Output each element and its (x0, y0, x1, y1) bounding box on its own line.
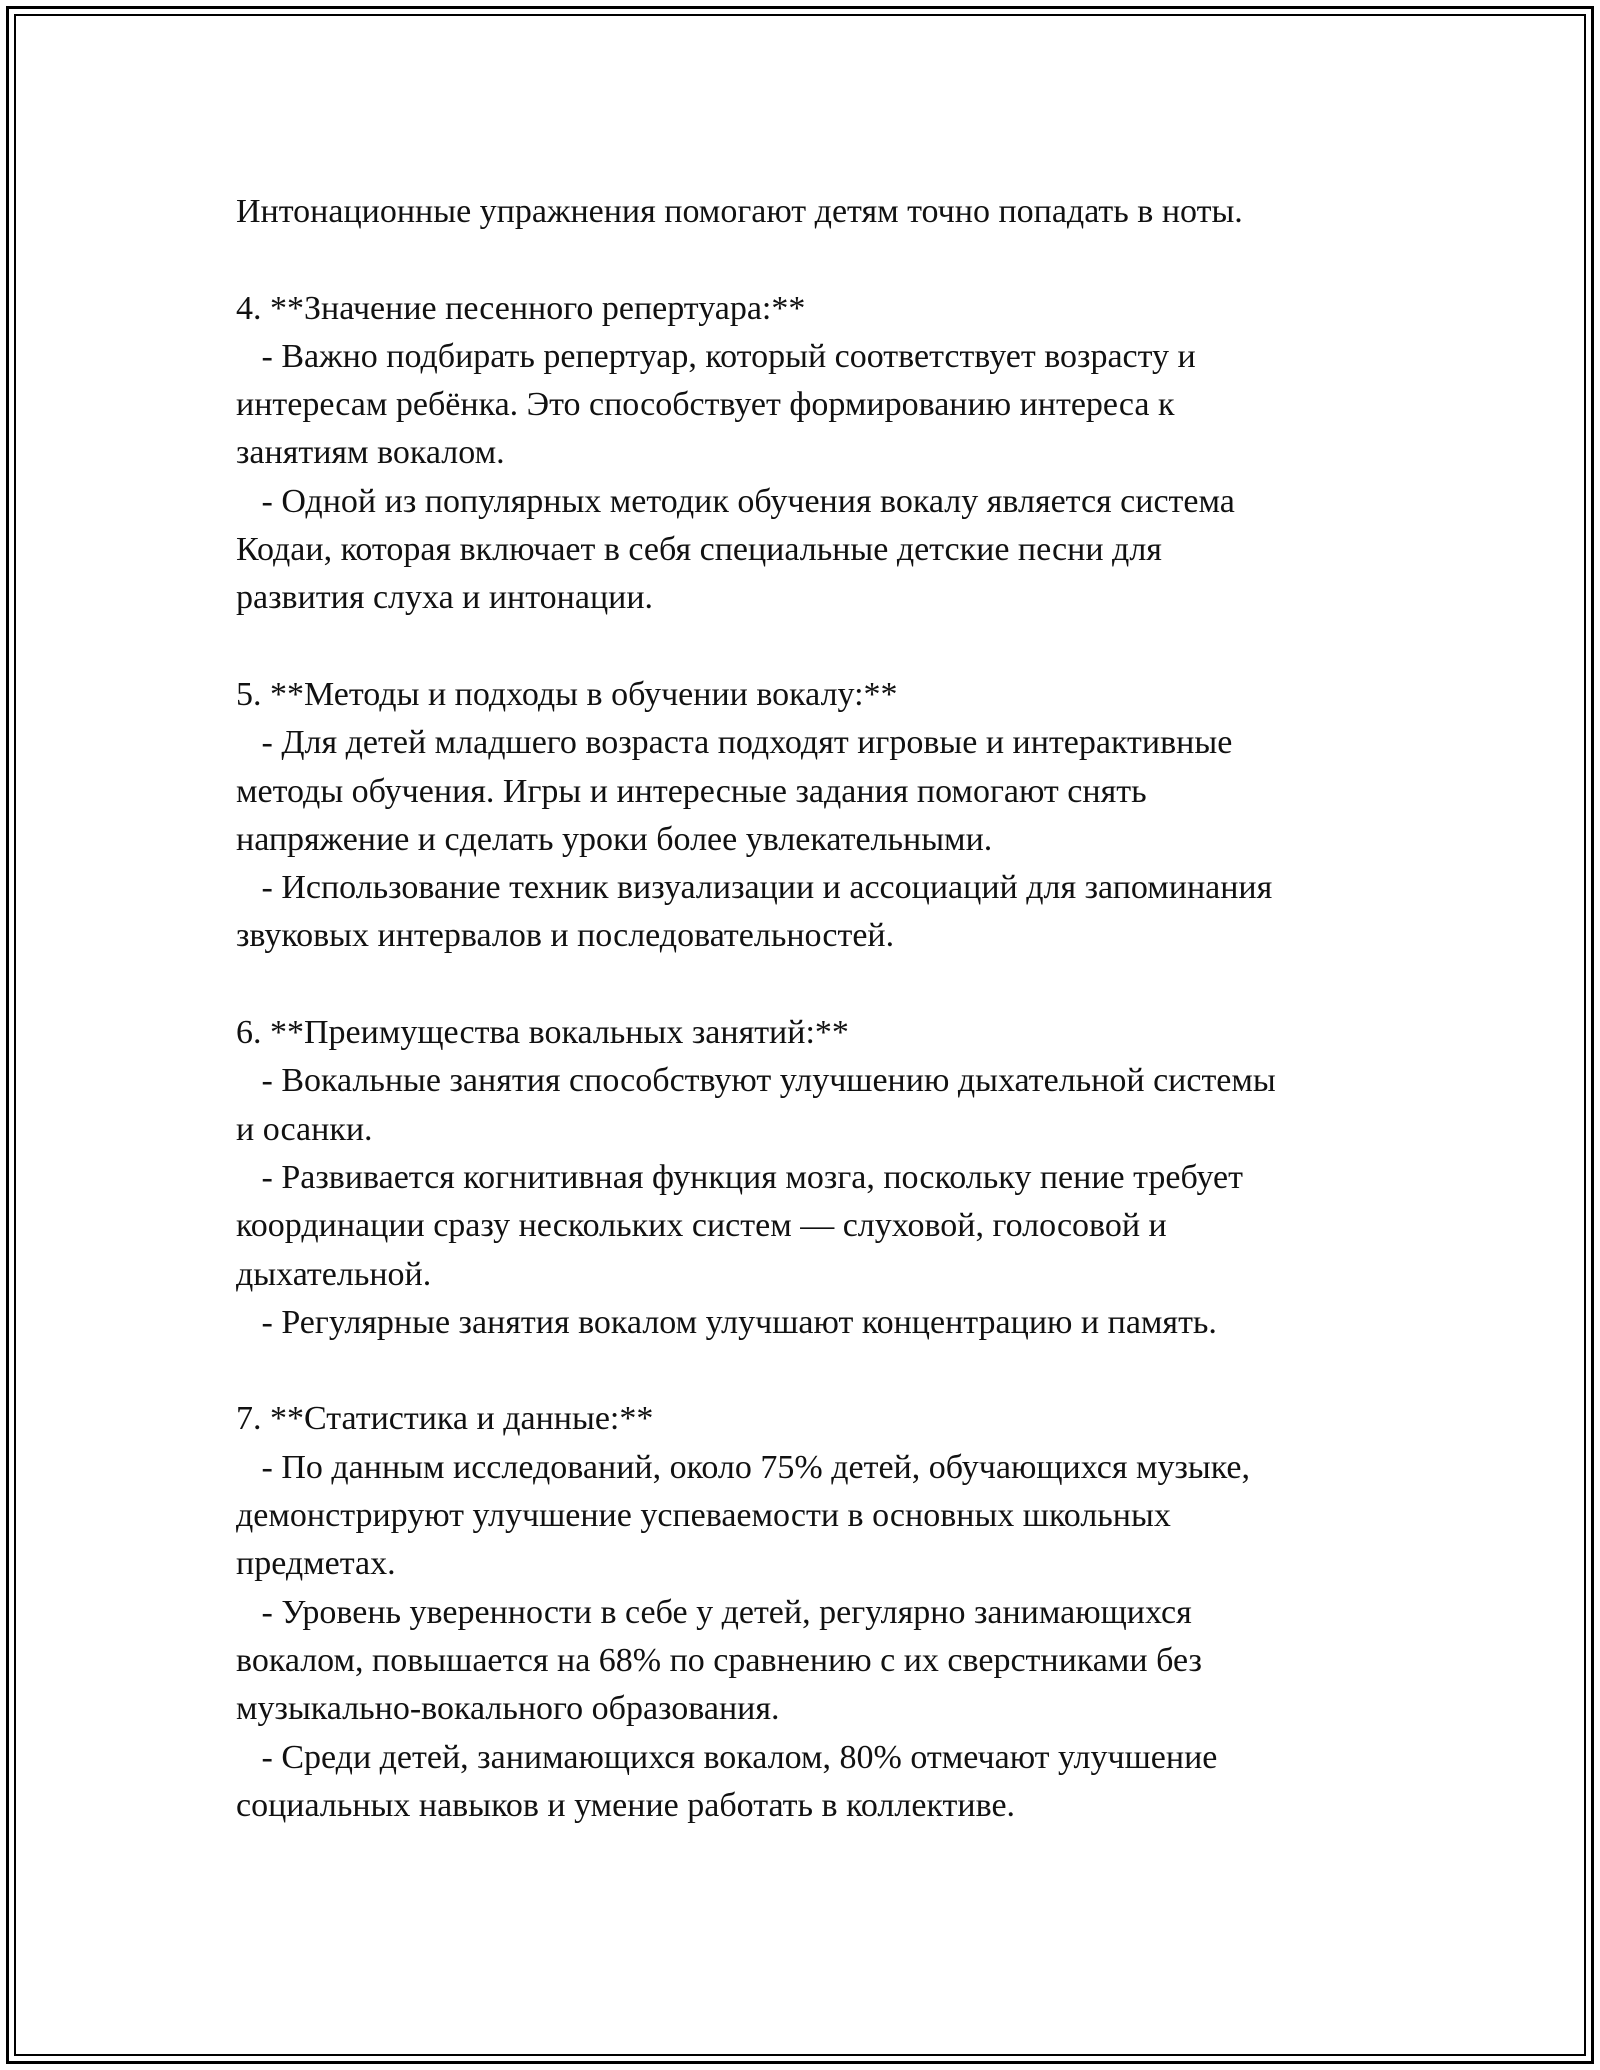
section-line: Кодаи, которая включает в себя специальные детские песни для (236, 531, 1162, 569)
section-heading: 6. **Преимущества вокальных занятий:** (236, 1014, 849, 1052)
section-line: музыкально-вокального образования. (236, 1690, 780, 1728)
section-6 (236, 1009, 1386, 1347)
section-line: - Использование техник визуализации и ассоциаций для запоминания (236, 869, 1273, 907)
section-heading: 7. **Статистика и данные:** (236, 1400, 654, 1438)
spacer (236, 961, 1386, 1009)
document-body (236, 188, 1386, 1830)
spacer (236, 623, 1386, 671)
section-line: - Уровень уверенности в себе у детей, регулярно занимающихся (236, 1593, 1192, 1631)
section-line: - Одной из популярных методик обучения вокалу является система (236, 482, 1235, 520)
section-line: - Вокальные занятия способствуют улучшению дыхательной системы (236, 1062, 1276, 1100)
section-heading: 5. **Методы и подходы в обучении вокалу:** (236, 675, 898, 713)
section-heading: 4. **Значение песенного репертуара:** (236, 289, 806, 327)
section-line: занятиям вокалом. (236, 434, 505, 472)
section-line: координации сразу нескольких систем — слуховой, голосовой и (236, 1207, 1167, 1245)
section-line: дыхательной. (236, 1255, 432, 1293)
section-4 (236, 285, 1386, 623)
section-line: и осанки. (236, 1110, 373, 1148)
spacer (236, 236, 1386, 284)
spacer (236, 1347, 1386, 1395)
section-line: - Регулярные занятия вокалом улучшают концентрацию и память. (236, 1303, 1217, 1341)
section-line: методы обучения. Игры и интересные задания помогают снять (236, 772, 1147, 810)
section-line: - Для детей младшего возраста подходят игровые и интерактивные (236, 724, 1233, 762)
section-5 (236, 671, 1386, 961)
section-line: напряжение и сделать уроки более увлекательными. (236, 820, 993, 858)
section-line: демонстрируют улучшение успеваемости в основных школьных (236, 1497, 1171, 1535)
section-7 (236, 1395, 1386, 1830)
section-line: - По данным исследований, около 75% детей, обучающихся музыке, (236, 1448, 1251, 1486)
intro-line: Интонационные упражнения помогают детям точно попадать в ноты. (236, 193, 1243, 230)
section-line: вокалом, повышается на 68% по сравнению с их сверстниками без (236, 1641, 1202, 1679)
section-line: звуковых интервалов и последовательностей. (236, 917, 895, 955)
section-line: - Важно подбирать репертуар, который соответствует возрасту и (236, 337, 1196, 375)
section-line: - Среди детей, занимающихся вокалом, 80% отмечают улучшение (236, 1738, 1218, 1776)
section-line: развития слуха и интонации. (236, 579, 654, 617)
section-line: - Развивается когнитивная функция мозга, поскольку пение требует (236, 1158, 1243, 1196)
section-line: предметах. (236, 1545, 396, 1583)
section-line: социальных навыков и умение работать в коллективе. (236, 1786, 1016, 1824)
section-line: интересам ребёнка. Это способствует формированию интереса к (236, 386, 1175, 424)
